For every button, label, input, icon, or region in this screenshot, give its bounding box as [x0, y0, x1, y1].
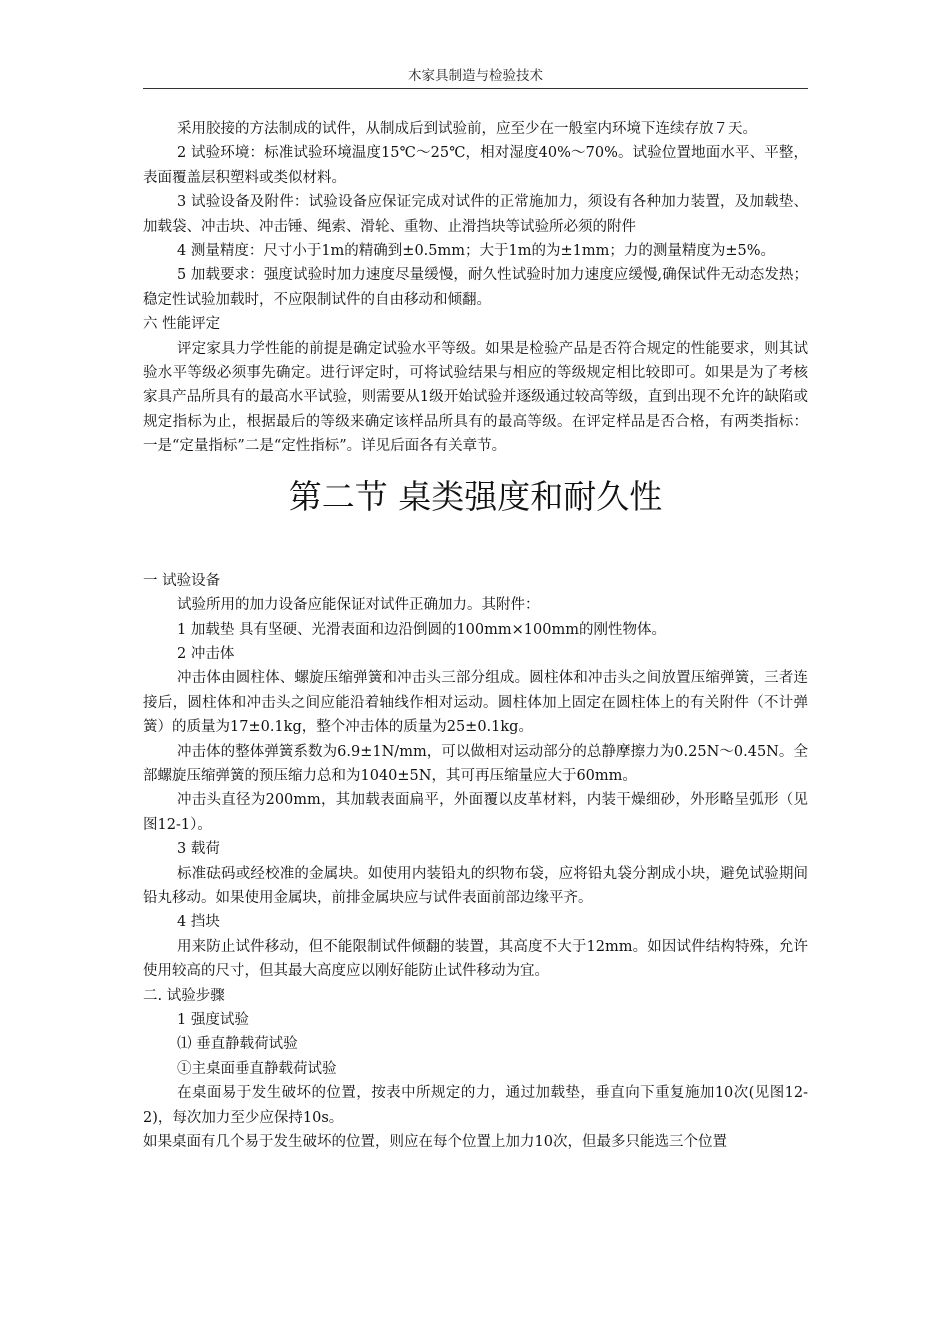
paragraph-impactor-spring: 冲击体的整体弹簧系数为6.9±1N/mm，可以做相对运动部分的总静摩擦力为0.25N～0.45N。全部螺旋压缩弹簧的预压缩力总和为1040±5N，其可再压缩量应大于60mm。 [143, 743, 808, 784]
item-loading-requirements: 5 加载要求：强度试验时加力速度尽量缓慢，耐久性试验时加力速度应缓慢,确保试件无动态发热；稳定性试验加载时，不应限制试件的自由移动和倾翻。 [143, 267, 808, 308]
paragraph-load-procedure: 在桌面易于发生破坏的位置，按表中所规定的力，通过加载垫，垂直向下重复施加10次(见图12-2)，每次加力至少应保持10s。 [143, 1085, 808, 1126]
item-test-environment: 2 试验环境：标准试验环境温度15℃～25℃，相对湿度40%～70%。试验位置地面水平、平整，表面覆盖层积塑料或类似材料。 [143, 145, 808, 186]
paragraph-equipment-intro: 试验所用的加力设备应能保证对试件正确加力。其附件： [177, 597, 540, 614]
item-load: 3 载荷 [177, 841, 220, 858]
section-title: 第二节 桌类强度和耐久性 [288, 476, 663, 516]
paragraph-impactor-head: 冲击头直径为200mm，其加载表面扁平，外面覆以皮革材料，内装干燥细砂，外形略呈弧形（见图12-1）。 [143, 792, 808, 833]
page-body [143, 117, 808, 1154]
item-measurement-precision: 4 测量精度：尺寸小于1m的精确到±0.5mm；大于1m的为±1mm；力的测量精度为±5%。 [177, 243, 776, 260]
paragraph-impactor-structure: 冲击体由圆柱体、螺旋压缩弹簧和冲击头三部分组成。圆柱体和冲击头之间放置压缩弹簧，三者连接后，圆柱体和冲击头之间应能沿着轴线作相对运动。圆柱体加上固定在圆柱体上的有关附件（不计弹簧）的质量为17±0.1kg，整个冲击体的质量为25±0.1kg。 [143, 670, 808, 736]
item-stop: 4 挡块 [177, 914, 220, 931]
paragraph-multiple-positions: 如果桌面有几个易于发生破坏的位置，则应在每个位置上加力10次，但最多只能选三个位置 [143, 1134, 727, 1151]
item-strength-test: 1 强度试验 [177, 1012, 249, 1028]
item-test-equipment: 3 试验设备及附件：试验设备应保证完成对试件的正常施加力，须设有各种加力装置，及加载垫、加载袋、冲击块、冲击锤、绳索、滑轮、重物、止滑挡块等试验所必须的附件 [143, 194, 808, 235]
running-header: 木家具制造与检验技术 [408, 68, 543, 84]
item-impactor: 2 冲击体 [177, 645, 235, 662]
header-rule [143, 88, 808, 89]
item-main-top-static-load: ①主桌面垂直静载荷试验 [177, 1060, 337, 1077]
paragraph-stop: 用来防止试件移动，但不能限制试件倾翻的装置，其高度不大于12mm。如因试件结构特殊，允许使用较高的尺寸，但其最大高度应以刚好能防止试件移动为宜。 [143, 938, 808, 980]
heading-test-equipment: 一 试验设备 [143, 572, 221, 589]
item-vertical-static-load: ⑴ 垂直静载荷试验 [177, 1036, 298, 1053]
heading-test-procedure: 二. 试验步骤 [143, 987, 225, 1004]
heading-performance-evaluation: 六 性能评定 [143, 316, 221, 333]
paragraph-load: 标准砝码或经校准的金属块。如使用内装铅丸的织物布袋，应将铅丸袋分割成小块，避免试验期间铅丸移动。如果使用金属块，前排金属块应与试件表面前部边缘平齐。 [143, 865, 808, 906]
item-load-pad: 1 加载垫 具有坚硬、光滑表面和边沿倒圆的100mm×100mm的刚性物体。 [177, 621, 666, 638]
paragraph-storage: 采用胶接的方法制成的试件，从制成后到试验前，应至少在一般室内环境下连续存放７天。 [177, 121, 757, 137]
paragraph-evaluation: 评定家具力学性能的前提是确定试验水平等级。如果是检验产品是否符合规定的性能要求，则其试验水平等级必须事先确定。进行评定时，可将试验结果与相应的等级规定相比较即可。如果是为了考核家具产品所具有的最高水平试验，则需要从1级开始试验并逐级通过较高等级，直到出现不允许的缺陷或规定指标为止，根据最后的等级来确定该样品所具有的最高等级。在评定样品是否合格，有两类指标：一是“定量指标”二是“定性指标”。详见后面各有关章节。 [143, 340, 808, 455]
